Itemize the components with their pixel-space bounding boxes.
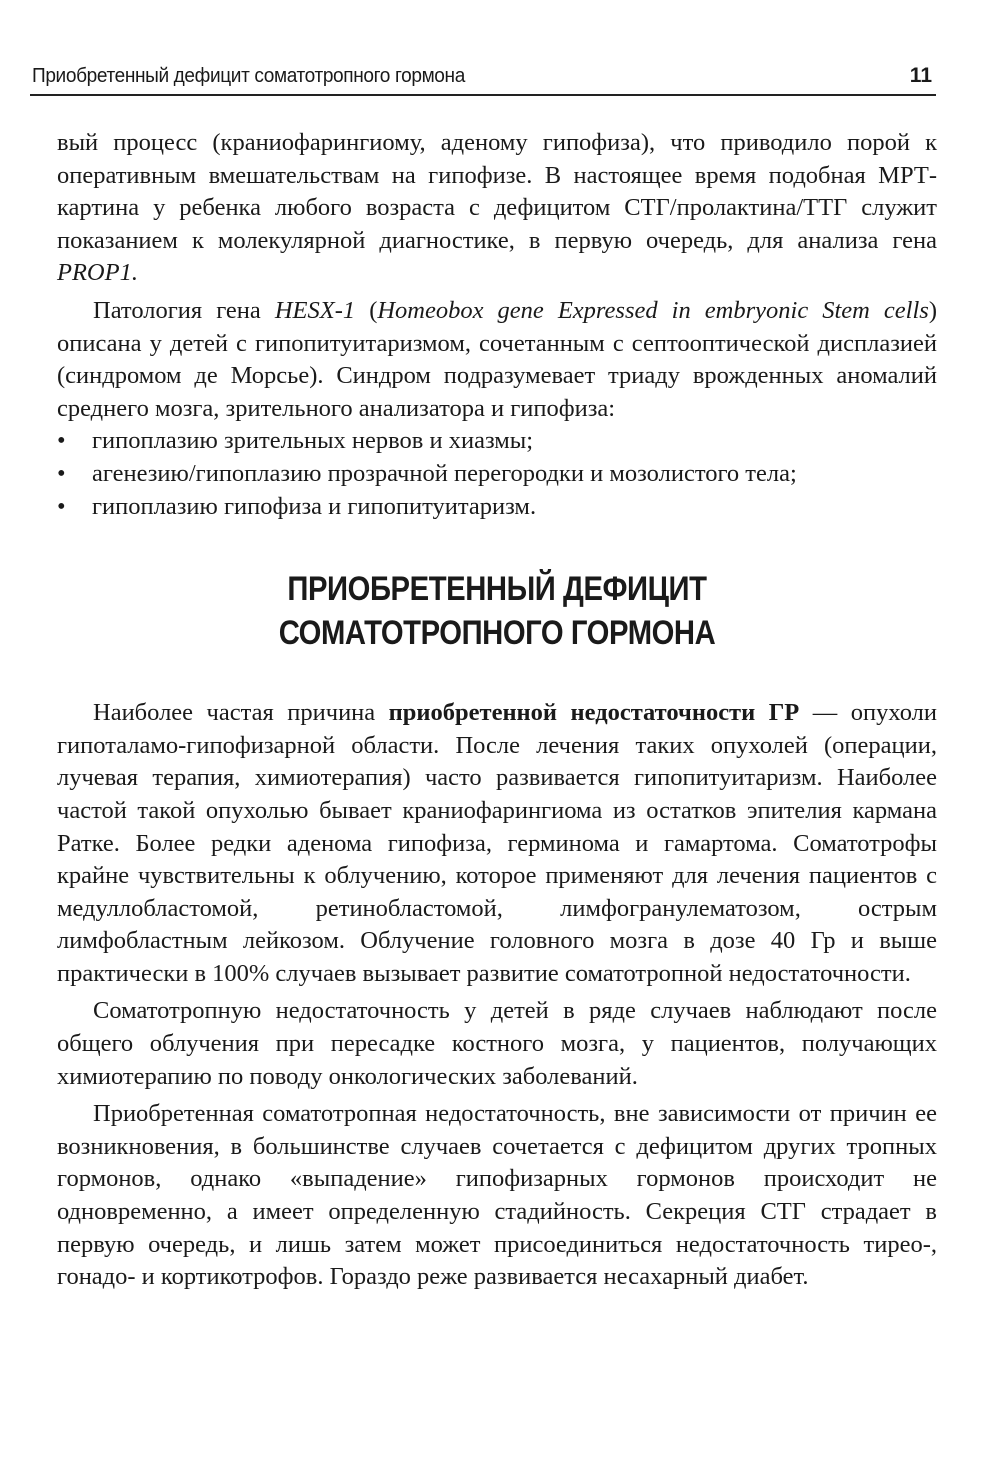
paragraph-continuation: вый процесс (краниофарингиому, аденому гипофиза), что приводило порой к оперативным вмешательствам на гипофизе. В настоящее время подобная МРТ-картина у ребенка любого возраста с дефицитом СТГ/пролактина/ТТГ служит показанием к молекулярной диагностике, в первую очередь, для анализа гена PROP1. bbox=[57, 129, 937, 287]
page-number: 11 bbox=[909, 64, 932, 87]
paragraph-transplant: Соматотропную недостаточность у детей в ряде случаев наблюдают после общего облучения при пересадке костного мозга, у пациентов, получающих химиотерапию по поводу онкологических заболеваний. bbox=[57, 997, 937, 1090]
paragraph-causes: Наиболее частая причина приобретенной недостаточности ГР — опухоли гипоталамо-гипофизарной области. После лечения таких опухолей (операции, лучевая терапия, химиотерапия) часто развивается гипопитуитаризм. Наиболее частой такой опухолью бывает краниофарингиома из остатков эпителия кармана Ратке. Более редки аденома гипофиза, герминома и гамартома. Соматотрофы крайне чувствительны к облучению, которое применяют для лечения пациентов с медуллобластомой, ретинобластомой, лимфогранулематозом, острым лимфобластным лейкозом. Облучение головного мозга в дозе 40 Гр и выше практически в 100% случаев вызывает развитие соматотропной недостаточности. bbox=[57, 699, 937, 987]
page-body bbox=[57, 127, 937, 1294]
paragraph-staging: Приобретенная соматотропная недостаточность, вне зависимости от причин ее возникновения, в большинстве случаев сочетается с дефицитом других тропных гормонов, однако «выпадение» гипофизарных гормонов происходит не одновременно, а имеет определенную стадийность. Секреция СТГ страдает в первую очередь, и лишь затем может присоединиться недостаточность тирео-, гонадо- и кортикотрофов. Гораздо реже развивается несахарный диабет. bbox=[57, 1100, 937, 1291]
section-heading-line-2: СОМАТОТРОПНОГО ГОРМОНА bbox=[278, 614, 716, 653]
list-item: • агенезию/гипоплазию прозрачной перегородки и мозолистого тела; bbox=[57, 458, 937, 491]
running-title: Приобретенный дефицит соматотропного гормона bbox=[32, 64, 465, 87]
section-heading-line-1: ПРИОБРЕТЕННЫЙ ДЕФИЦИТ bbox=[287, 570, 707, 609]
gene-name-prop1: PROP1. bbox=[57, 259, 138, 287]
gene-expansion: Homeobox gene Expressed in embryonic Stem cells bbox=[377, 296, 929, 324]
list-item: • гипоплазию зрительных нервов и хиазмы; bbox=[57, 425, 937, 458]
gene-name-hesx1: HESX-1 bbox=[274, 296, 356, 324]
running-header bbox=[30, 56, 936, 96]
section-heading bbox=[119, 567, 876, 655]
triad-list bbox=[57, 425, 937, 523]
emphasis-term: приобретенной недостаточности ГР bbox=[388, 699, 800, 727]
paragraph-hesx1: Патология гена HESX-1 (Homeobox gene Expressed in embryonic Stem cells) описана у детей с гипопитуитаризмом, сочетанным с септооптической дисплазией (синдромом де Морсье). Синдром подразумевает триаду врожденных аномалий среднего мозга, зрительного анализатора и гипофиза: bbox=[57, 296, 937, 422]
list-item: • гипоплазию гипофиза и гипопитуитаризм. bbox=[57, 491, 937, 524]
